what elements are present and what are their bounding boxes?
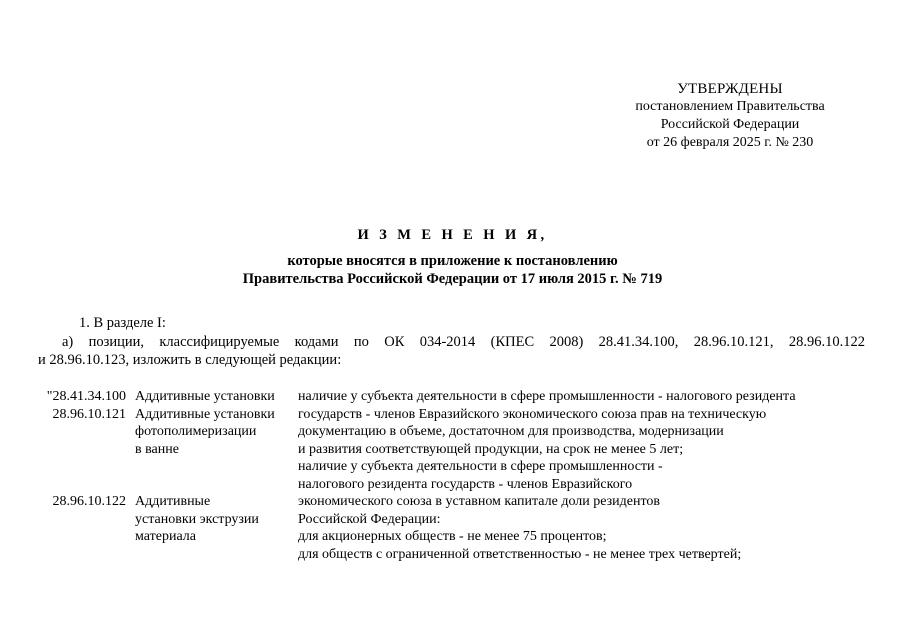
approval-line-1: постановлением Правительства bbox=[635, 99, 825, 114]
description-line: налогового резидента государств - членов Евразийского bbox=[298, 476, 633, 492]
section-heading: 1. В разделе I: bbox=[79, 315, 166, 331]
description-line: документацию в объеме, достаточном для производства, модернизации bbox=[298, 424, 724, 439]
description-line: Российской Федерации: bbox=[298, 511, 441, 527]
approval-heading: УТВЕРЖДЕНЫ bbox=[677, 81, 783, 97]
table-row-code: 28.96.10.122 bbox=[52, 494, 126, 509]
description-line: государств - членов Евразийского экономического союза прав на техническую bbox=[298, 406, 767, 422]
table-row-code: 28.96.10.121 bbox=[52, 406, 126, 422]
table-row-name: Аддитивные bbox=[135, 494, 211, 509]
table-row-name: Аддитивные установки bbox=[135, 389, 275, 404]
description-line: наличие у субъекта деятельности в сфере промышленности - налогового резидента bbox=[298, 389, 796, 404]
subtitle-line-2: Правительства Российской Федерации от 17 июля 2015 г. № 719 bbox=[242, 271, 663, 287]
table-row-name: установки экструзии bbox=[135, 511, 259, 527]
paragraph-positions-continued: и 28.96.10.123, изложить в следующей редакции: bbox=[38, 352, 342, 368]
table-row-name: фотополимеризации bbox=[135, 424, 257, 439]
approval-line-3: от 26 февраля 2025 г. № 230 bbox=[646, 135, 814, 150]
description-line: и развития соответствующей продукции, на срок не менее 5 лет; bbox=[298, 441, 684, 457]
description-line: экономического союза в уставном капитале доли резидентов bbox=[298, 494, 661, 509]
table-row-name: материала bbox=[135, 529, 196, 544]
description-line: наличие у субъекта деятельности в сфере промышленности - bbox=[298, 459, 663, 474]
table-row-name: Аддитивные установки bbox=[135, 406, 275, 422]
document-subtitle bbox=[160, 252, 745, 288]
paragraph-positions: а) позиции, классифицируемые кодами по ОК 034-2014 (КПЕС 2008) 28.41.34.100, 28.96.10.121, 28.96.10.122 bbox=[62, 334, 865, 350]
subtitle-line-1: которые вносятся в приложение к постановлению bbox=[287, 253, 618, 269]
document-title: И З М Е Н Е Н И Я, bbox=[357, 227, 548, 243]
table-names-column bbox=[135, 388, 295, 546]
description-line: для обществ с ограниченной ответственностью - не менее трех четвертей; bbox=[298, 546, 742, 562]
table-codes-column bbox=[38, 388, 126, 511]
description-line: для акционерных обществ - не менее 75 процентов; bbox=[298, 529, 607, 544]
table-row-code: "28.41.34.100 bbox=[46, 389, 126, 404]
table-row-name: в ванне bbox=[135, 441, 179, 457]
approval-line-2: Российской Федерации bbox=[660, 117, 800, 132]
approval-block bbox=[600, 80, 860, 152]
table-description-column bbox=[298, 388, 868, 563]
